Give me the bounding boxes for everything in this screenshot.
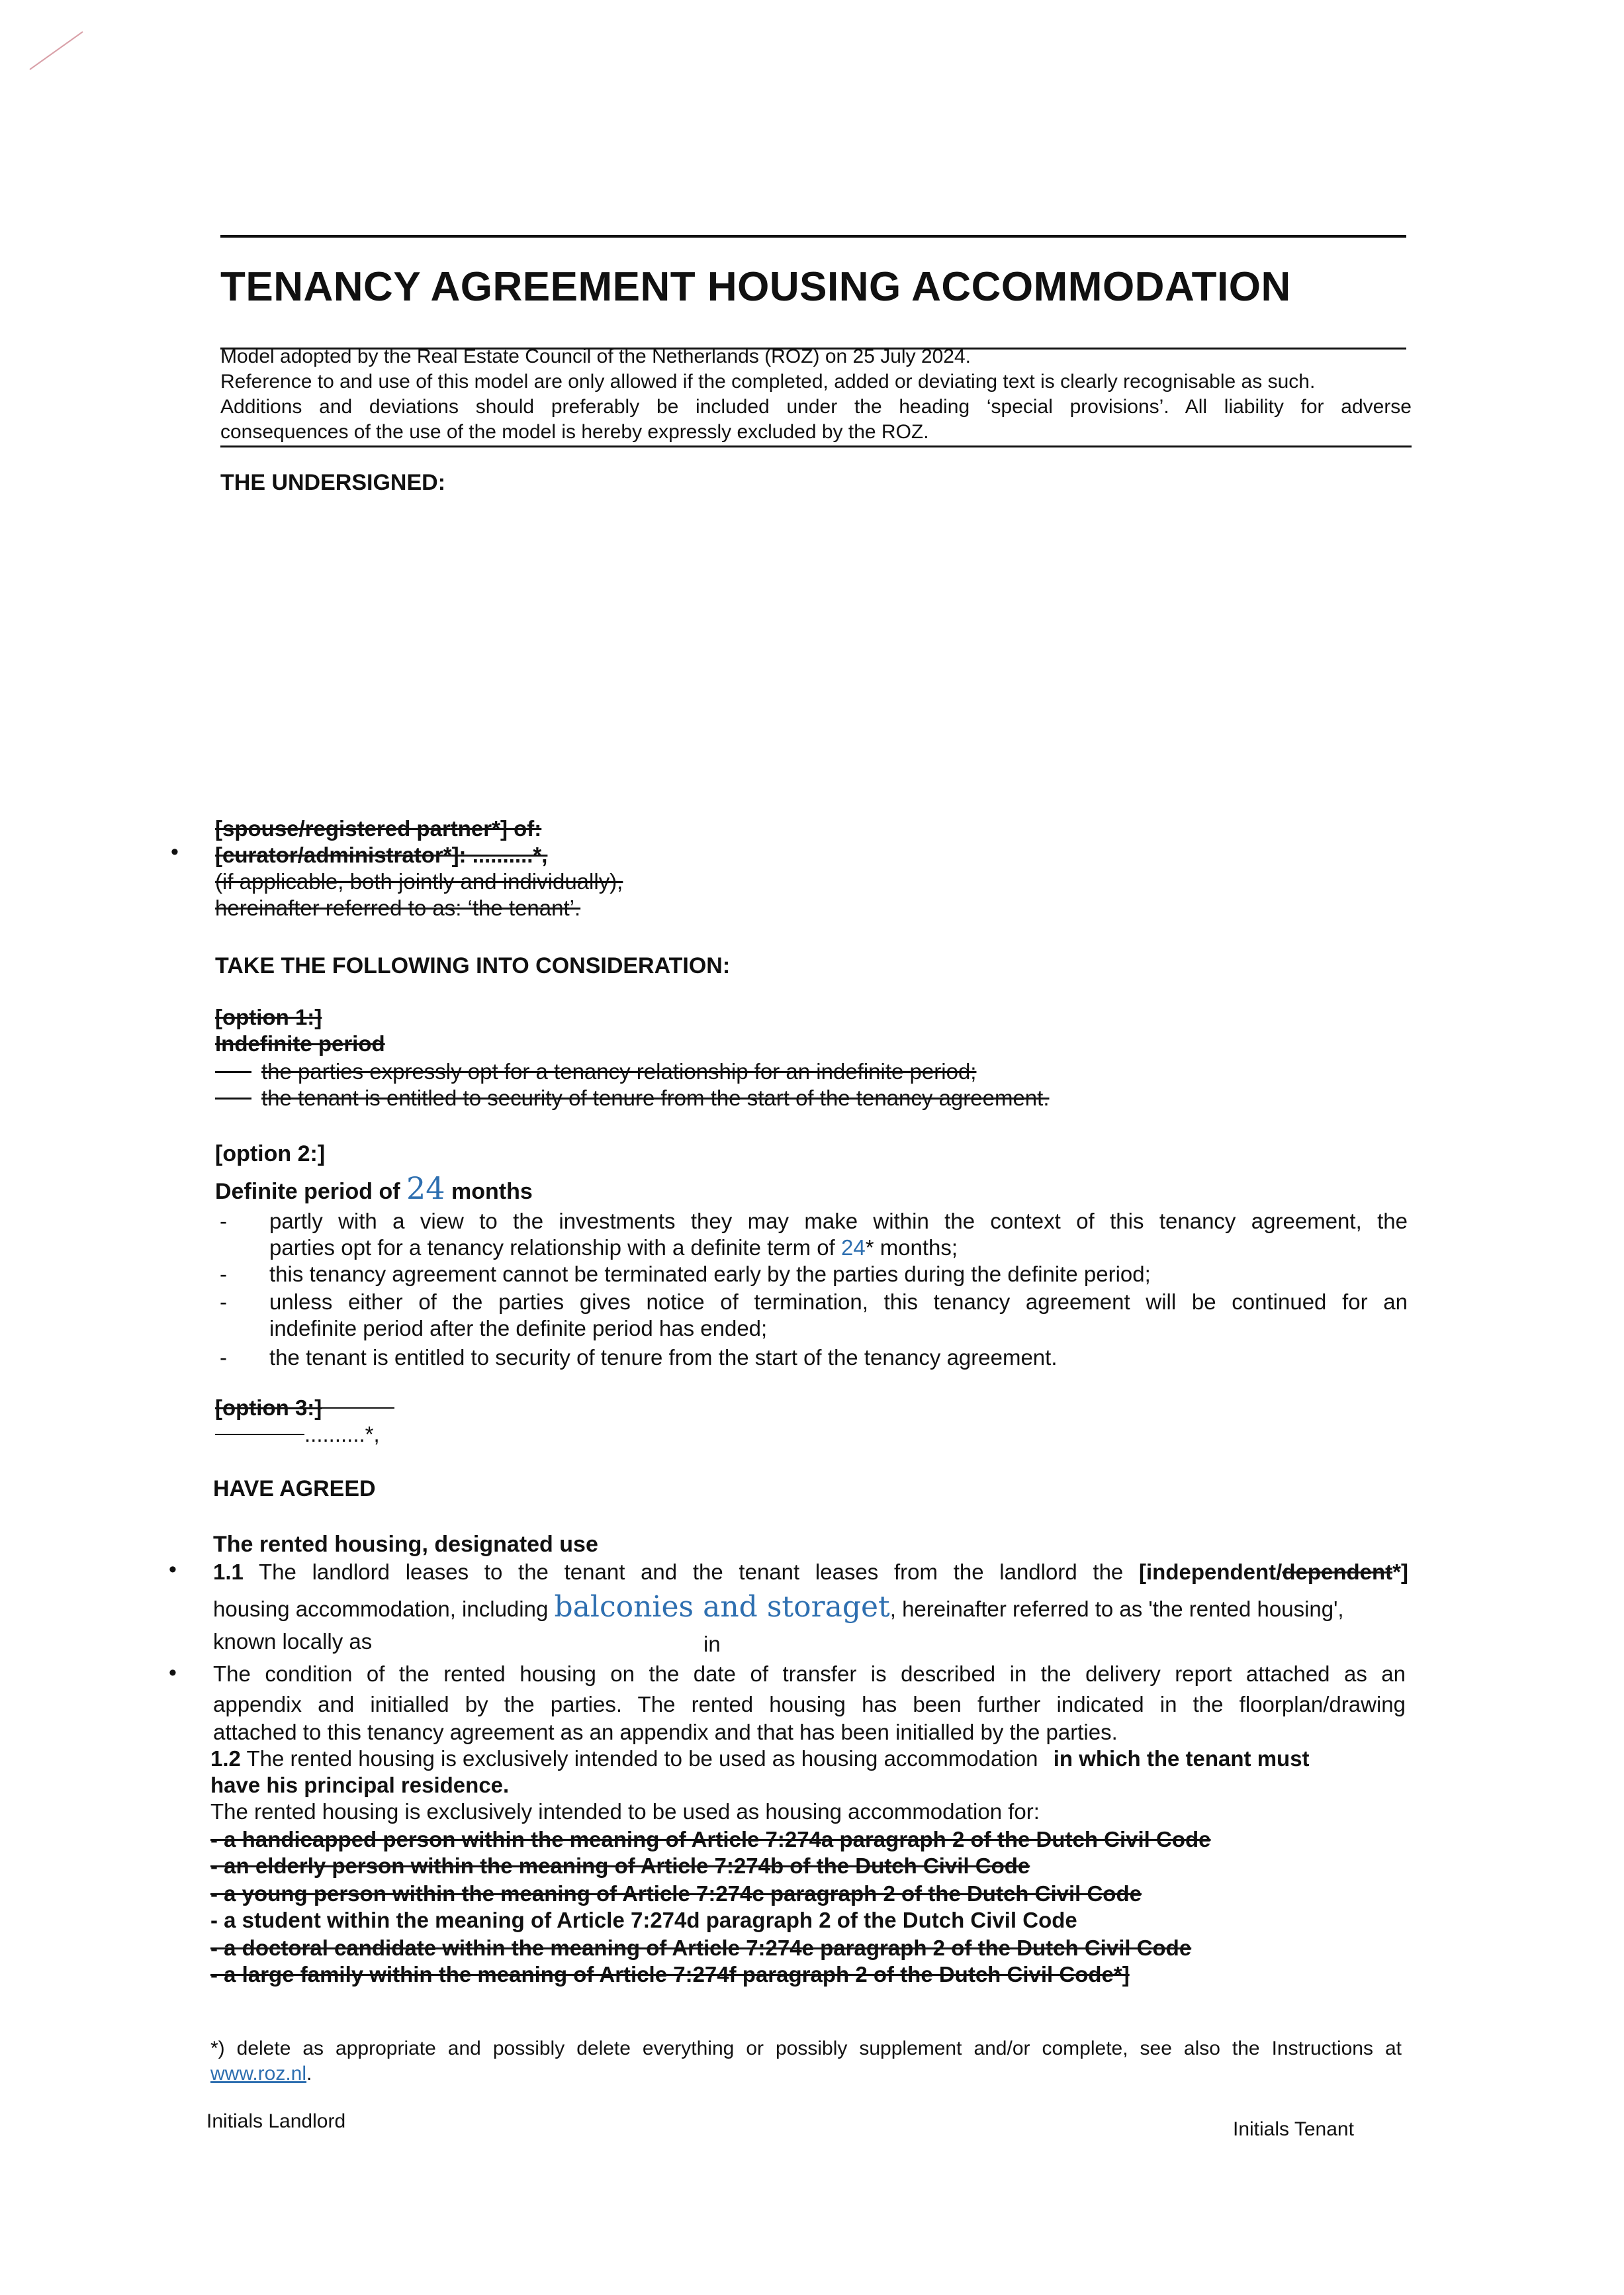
- option-2-item-3-line-1: unless either of the parties gives notice of termination, this tenancy agreement will be continued for an: [269, 1289, 1408, 1314]
- option-2-title-prefix: Definite period of: [215, 1179, 400, 1204]
- disclaimer-line-4: consequences of the use of the model is hereby expressly excluded by the ROZ.: [220, 421, 929, 443]
- independent-label: [independent/: [1139, 1560, 1283, 1584]
- option-1-title: Indefinite period: [215, 1031, 385, 1056]
- bullet-icon: •: [171, 839, 179, 865]
- condition-line-1: The condition of the rented housing on the date of transfer is described in the delivery report attached as an: [213, 1662, 1406, 1686]
- use-item-large-family: - a large family within the meaning of Article 7:274f paragraph 2 of the Dutch Civil Code*]: [210, 1962, 1130, 1987]
- jointly-line: (if applicable, both jointly and individually),: [215, 869, 623, 894]
- article-1-1-in: in: [703, 1632, 721, 1656]
- article-1-1-line-2-prefix: housing accommodation, including: [213, 1597, 549, 1621]
- option-1-item-1: the parties expressly opt for a tenancy relationship for an indefinite period;: [261, 1059, 977, 1084]
- spouse-line: [spouse/registered partner*] of:: [215, 816, 542, 841]
- option-3-line: [215, 1422, 380, 1447]
- curator-line: [curator/administrator*]: ..........*,: [215, 843, 548, 867]
- condition-line-3: attached to this tenancy agreement as an appendix and that has been initialled by the parties.: [213, 1720, 1118, 1744]
- article-1-1-text: The landlord leases to the tenant and the tenant leases from the landlord the: [259, 1560, 1124, 1584]
- option-2-item-4: the tenant is entitled to security of tenure from the start of the tenancy agreement.: [269, 1345, 1058, 1370]
- article-1-1-line-2-suffix: , hereinafter referred to as 'the rented housing',: [889, 1597, 1344, 1621]
- initials-tenant: Initials Tenant: [1233, 2118, 1354, 2140]
- tenant-referred-line: hereinafter referred to as: ‘the tenant’.: [215, 896, 581, 920]
- option-2-dash: -: [220, 1209, 227, 1233]
- option-2-dash: -: [220, 1262, 227, 1286]
- term-value: 24: [840, 1235, 866, 1260]
- bullet-icon: •: [169, 1660, 177, 1685]
- disclaimer-bottom-rule: [220, 445, 1412, 447]
- option-2-item-1-prefix: parties opt for a tenancy relationship with a definite term of: [269, 1235, 835, 1260]
- article-1-2-text: The rented housing is exclusively intended to be used as housing accommodation: [246, 1746, 1038, 1771]
- use-item-elderly: - an elderly person within the meaning of Article 7:274b of the Dutch Civil Code: [210, 1853, 1030, 1878]
- option-2-item-1-line-2: [269, 1235, 958, 1260]
- option-2-label: [option 2:]: [215, 1141, 326, 1166]
- bullet-icon: •: [169, 1557, 177, 1582]
- agreed-heading: HAVE AGREED: [213, 1476, 376, 1501]
- option-2-item-3-line-2: indefinite period after the definite period has ended;: [269, 1316, 768, 1340]
- pen-mark-icon: [26, 26, 86, 73]
- option-3-label-text: [option 3:]: [215, 1395, 322, 1420]
- handwritten-inclusions: balconies and storaget: [554, 1590, 890, 1624]
- independent-option: [1139, 1560, 1408, 1584]
- option-2-title: [215, 1170, 533, 1206]
- bracket-close: *]: [1392, 1560, 1409, 1584]
- dependent-label: dependent: [1282, 1560, 1393, 1584]
- use-item-handicapped: - a handicapped person within the meaning of Article 7:274a paragraph 2 of the Dutch Civil Code: [210, 1827, 1211, 1851]
- article-1-2-line-1: [210, 1746, 1310, 1771]
- option-2-dash: -: [220, 1345, 227, 1370]
- initials-landlord: Initials Landlord: [206, 2110, 346, 2132]
- article-1-1-number: 1.1: [213, 1560, 244, 1584]
- disclaimer-line-2: Reference to and use of this model are only allowed if the completed, added or deviating text is clearly recognisable as such.: [220, 371, 1316, 393]
- option-2-item-1-line-1: partly with a view to the investments they may make within the context of this tenancy agreement, the: [269, 1209, 1408, 1233]
- footnote-period: .: [306, 2063, 312, 2084]
- option-2-item-1-suffix: * months;: [865, 1235, 958, 1260]
- option-1-label: [option 1:]: [215, 1005, 322, 1029]
- option-3-dots: ..........*,: [304, 1422, 380, 1446]
- footnote-line-1: *) delete as appropriate and possibly delete everything or possibly supplement and/or complete, see also the Instructions at: [210, 2037, 1402, 2059]
- article-1-2-bold-1: in which the tenant must: [1053, 1746, 1310, 1771]
- document-title: TENANCY AGREEMENT HOUSING ACCOMMODATION: [220, 264, 1291, 310]
- undersigned-heading: THE UNDERSIGNED:: [220, 470, 446, 495]
- condition-line-2: appendix and initialled by the parties. The rented housing has been further indicated in the floorplan/drawing: [213, 1692, 1406, 1716]
- section-title: The rented housing, designated use: [213, 1532, 598, 1557]
- consideration-heading: TAKE THE FOLLOWING INTO CONSIDERATION:: [215, 953, 731, 978]
- option-3-label: [215, 1395, 394, 1421]
- option-1-item-2: the tenant is entitled to security of tenure from the start of the tenancy agreement.: [261, 1086, 1050, 1110]
- option-1-dash: [215, 1059, 251, 1084]
- article-1-1-line-2: [213, 1590, 1344, 1624]
- option-1-dash: [215, 1086, 251, 1111]
- article-1-2-bold-2: have his principal residence.: [210, 1773, 510, 1797]
- article-1-1-line-3: known locally as: [213, 1629, 373, 1654]
- roz-link[interactable]: www.roz.nl: [210, 2063, 307, 2084]
- use-item-young: - a young person within the meaning of Article 7:274c paragraph 2 of the Dutch Civil Code: [210, 1881, 1142, 1906]
- footnote-line-2: [210, 2063, 312, 2085]
- article-1-1-line-1: [213, 1560, 1408, 1585]
- disclaimer-line-1: Model adopted by the Real Estate Council of the Netherlands (ROZ) on 25 July 2024.: [220, 346, 971, 367]
- handwritten-months: 24: [406, 1170, 445, 1206]
- option-2-item-2: this tenancy agreement cannot be terminated early by the parties during the definite period;: [269, 1262, 1151, 1286]
- disclaimer: [220, 344, 1412, 445]
- article-1-2-line-3: The rented housing is exclusively intended to be used as housing accommodation for:: [210, 1799, 1040, 1824]
- top-rule: [220, 235, 1406, 238]
- article-1-2-number: 1.2: [210, 1746, 241, 1771]
- use-item-doctoral: - a doctoral candidate within the meaning of Article 7:274e paragraph 2 of the Dutch Civil Code: [210, 1936, 1192, 1960]
- disclaimer-line-3: Additions and deviations should preferably be included under the heading ‘special provisions’. All liability for adverse: [220, 396, 1412, 418]
- option-2-title-suffix: months: [451, 1179, 533, 1204]
- use-item-student: - a student within the meaning of Article 7:274d paragraph 2 of the Dutch Civil Code: [210, 1908, 1077, 1932]
- option-2-dash: -: [220, 1289, 227, 1314]
